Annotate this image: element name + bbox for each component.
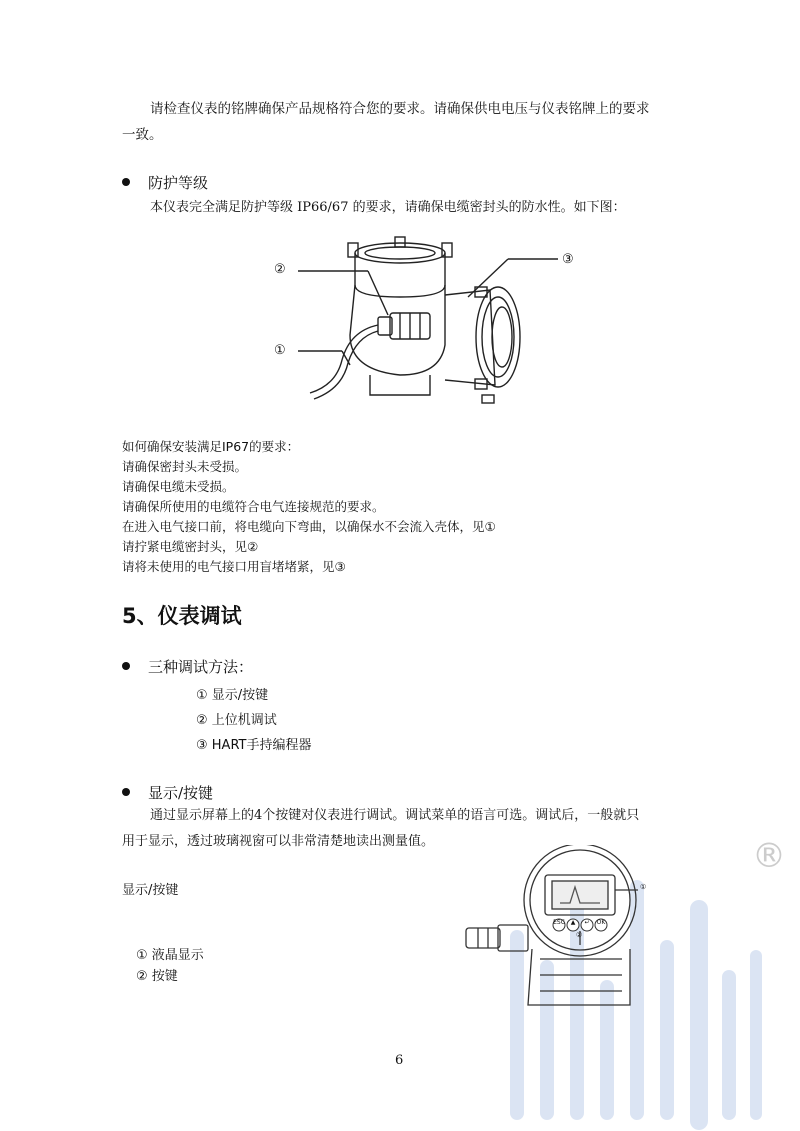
esc-button: ESC [553,919,565,926]
method-3: ③ HART手持编程器 [196,738,312,753]
legend-2: ② 按键 [136,969,178,984]
intro-line-1: 请检查仪表的铭牌确保产品规格符合您的要求。请确保供电电压与仪表铭牌上的要求 [150,101,650,117]
up-button: ▲ [570,919,576,926]
ok-button: OK [596,919,606,926]
display-heading: 显示/按键 [122,782,213,803]
protection-heading: 防护等级 [122,172,208,193]
bullet-icon [122,788,130,796]
registered-mark: ® [752,836,786,876]
bullet-icon [122,662,130,670]
ip67-item-2: 请确保电缆未受损。 [122,479,235,494]
method-2: ② 上位机调试 [196,713,277,728]
methods-heading: 三种调试方法： [122,656,253,677]
callout-2: ② [274,262,286,277]
ip67-item-1: 请确保密封头未受损。 [122,459,248,474]
section-5-title: 5、仪表调试 [122,604,242,628]
method-1: ① 显示/按键 [196,688,269,703]
cable-gland-figure [270,235,590,415]
bullet-icon [122,178,130,186]
display-device-figure [460,845,660,1015]
display-callout-1: ① [640,883,647,891]
callout-3: ③ [562,252,574,267]
ip67-item-4: 在进入电气接口前，将电缆向下弯曲，以确保水不会流入壳体，见① [122,519,496,534]
legend-1: ① 液晶显示 [136,948,204,963]
display-line-1: 通过显示屏幕上的4个按键对仪表进行调试。调试菜单的语言可选。调试后，一般就只 [150,808,640,823]
display-label: 显示/按键 [122,883,179,898]
page-number: 6 [395,1053,404,1068]
ip67-item-5: 请拧紧电缆密封头，见② [122,539,259,554]
display-line-2: 用于显示，透过玻璃视窗可以非常清楚地读出测量值。 [122,834,435,849]
enter-button: ↵ [584,919,590,926]
intro-line-2: 一致。 [122,127,163,143]
protection-body: 本仪表完全满足防护等级 IP66/67 的要求，请确保电缆密封头的防水性。如下图： [150,200,626,215]
callout-1: ① [274,343,286,358]
display-callout-2: ② [576,931,583,939]
ip67-item-6: 请将未使用的电气接口用盲堵堵紧，见③ [122,559,346,574]
ip67-item-3: 请确保所使用的电缆符合电气连接规范的要求。 [122,499,385,514]
ip67-title: 如何确保安装满足IP67的要求： [122,439,300,454]
